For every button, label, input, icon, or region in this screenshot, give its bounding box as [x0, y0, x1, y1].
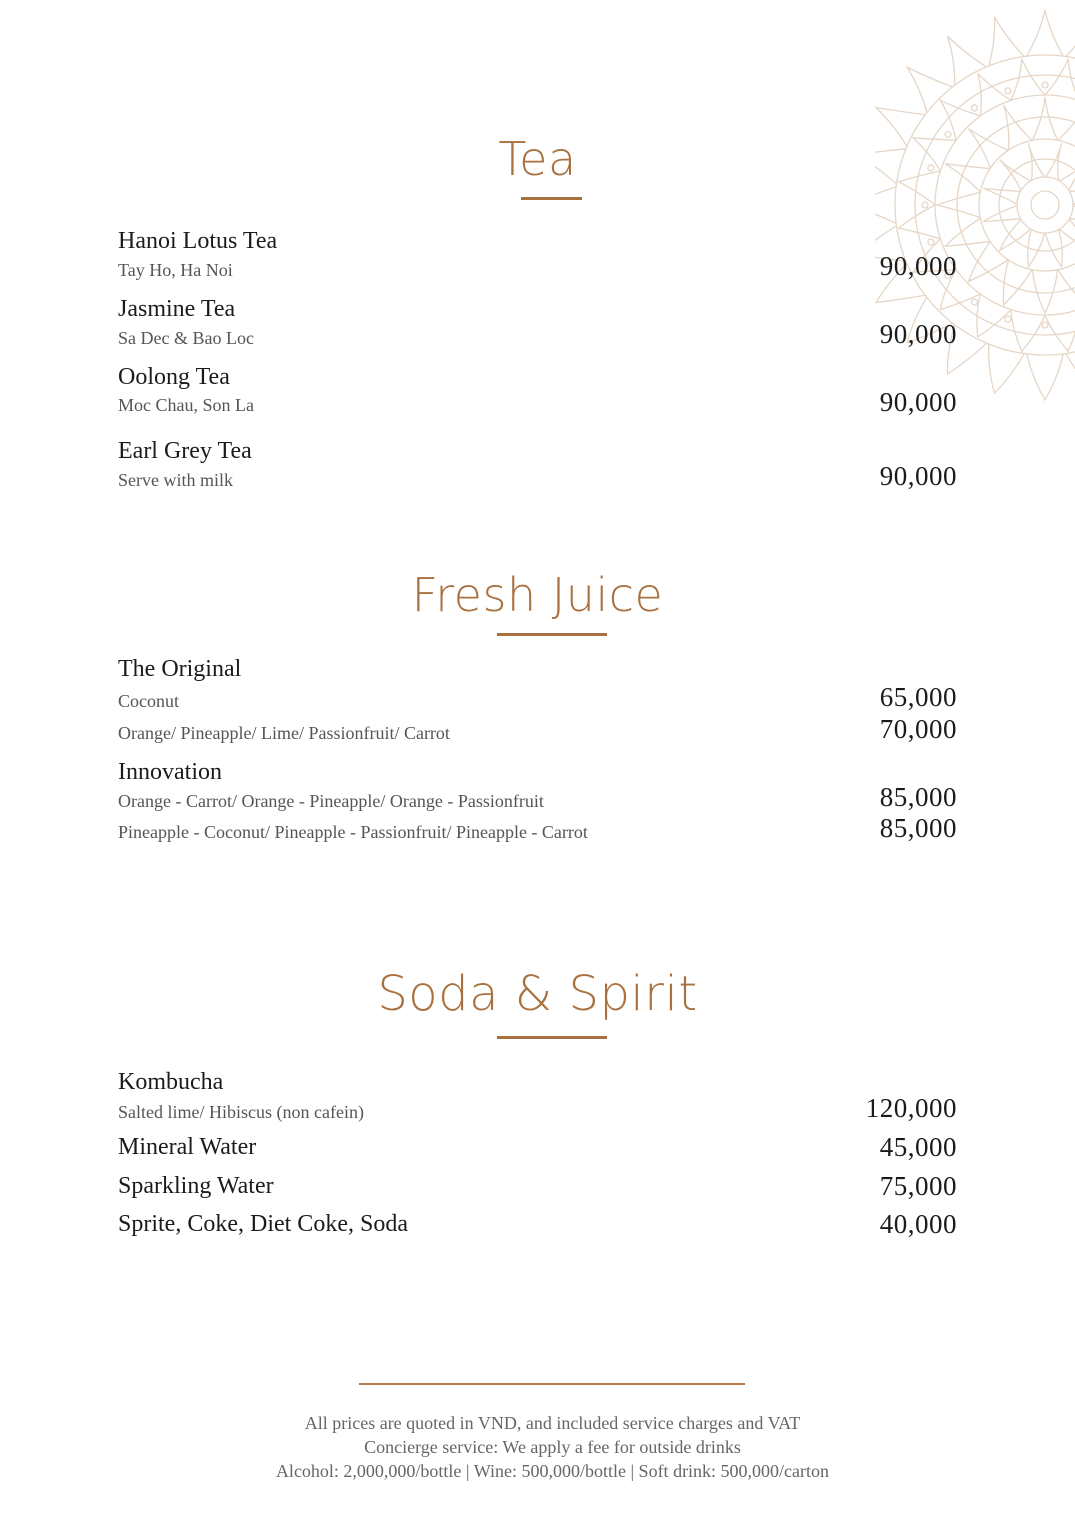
section-title-tea: Tea [498, 132, 577, 186]
item-name: Mineral Water [118, 1134, 257, 1160]
item-price: 85,000 [879, 813, 957, 843]
section-title-soda-spirit: Soda & Spirit [377, 966, 698, 1022]
title-underline [497, 633, 607, 636]
item-name: Hanoi Lotus Tea [118, 228, 278, 254]
footer-concierge-note: Concierge service: We apply a fee for outside drinks [364, 1437, 741, 1457]
item-price: 90,000 [879, 319, 957, 349]
juice-line: Coconut [118, 691, 179, 711]
juice-line: Orange - Carrot/ Orange - Pineapple/ Orange - Passionfruit [118, 791, 544, 811]
item-price: 120,000 [865, 1093, 957, 1123]
item-price: 65,000 [879, 682, 957, 712]
item-price: 85,000 [879, 782, 957, 812]
item-price: 45,000 [879, 1132, 957, 1162]
item-name: Oolong Tea [118, 364, 230, 390]
footer-divider [359, 1383, 745, 1385]
title-underline [521, 197, 582, 200]
item-note: Serve with milk [118, 470, 233, 490]
item-name: Kombucha [118, 1069, 224, 1095]
item-price: 90,000 [879, 461, 957, 491]
item-origin: Tay Ho, Ha Noi [118, 260, 233, 280]
title-underline [497, 1036, 607, 1039]
group-name: The Original [118, 656, 242, 682]
item-name: Sprite, Coke, Diet Coke, Soda [118, 1211, 408, 1237]
item-name: Earl Grey Tea [118, 438, 252, 464]
item-flavors: Salted lime/ Hibiscus (non cafein) [118, 1102, 364, 1122]
item-price: 90,000 [879, 251, 957, 281]
footer-price-note: All prices are quoted in VND, and included service charges and VAT [304, 1413, 801, 1433]
section-title-fresh-juice: Fresh Juice [411, 568, 664, 622]
item-price: 40,000 [879, 1209, 957, 1239]
item-price: 90,000 [879, 387, 957, 417]
footer-corkage-fees: Alcohol: 2,000,000/bottle | Wine: 500,000/bottle | Soft drink: 500,000/carton [275, 1461, 830, 1481]
item-name: Jasmine Tea [118, 296, 236, 322]
group-name: Innovation [118, 759, 222, 785]
item-price: 70,000 [879, 714, 957, 744]
juice-line: Orange/ Pineapple/ Lime/ Passionfruit/ Carrot [118, 723, 450, 743]
item-price: 75,000 [879, 1171, 957, 1201]
item-origin: Moc Chau, Son La [118, 395, 254, 415]
juice-line: Pineapple - Coconut/ Pineapple - Passionfruit/ Pineapple - Carrot [118, 822, 588, 842]
item-origin: Sa Dec & Bao Loc [118, 328, 254, 348]
item-name: Sparkling Water [118, 1173, 274, 1199]
